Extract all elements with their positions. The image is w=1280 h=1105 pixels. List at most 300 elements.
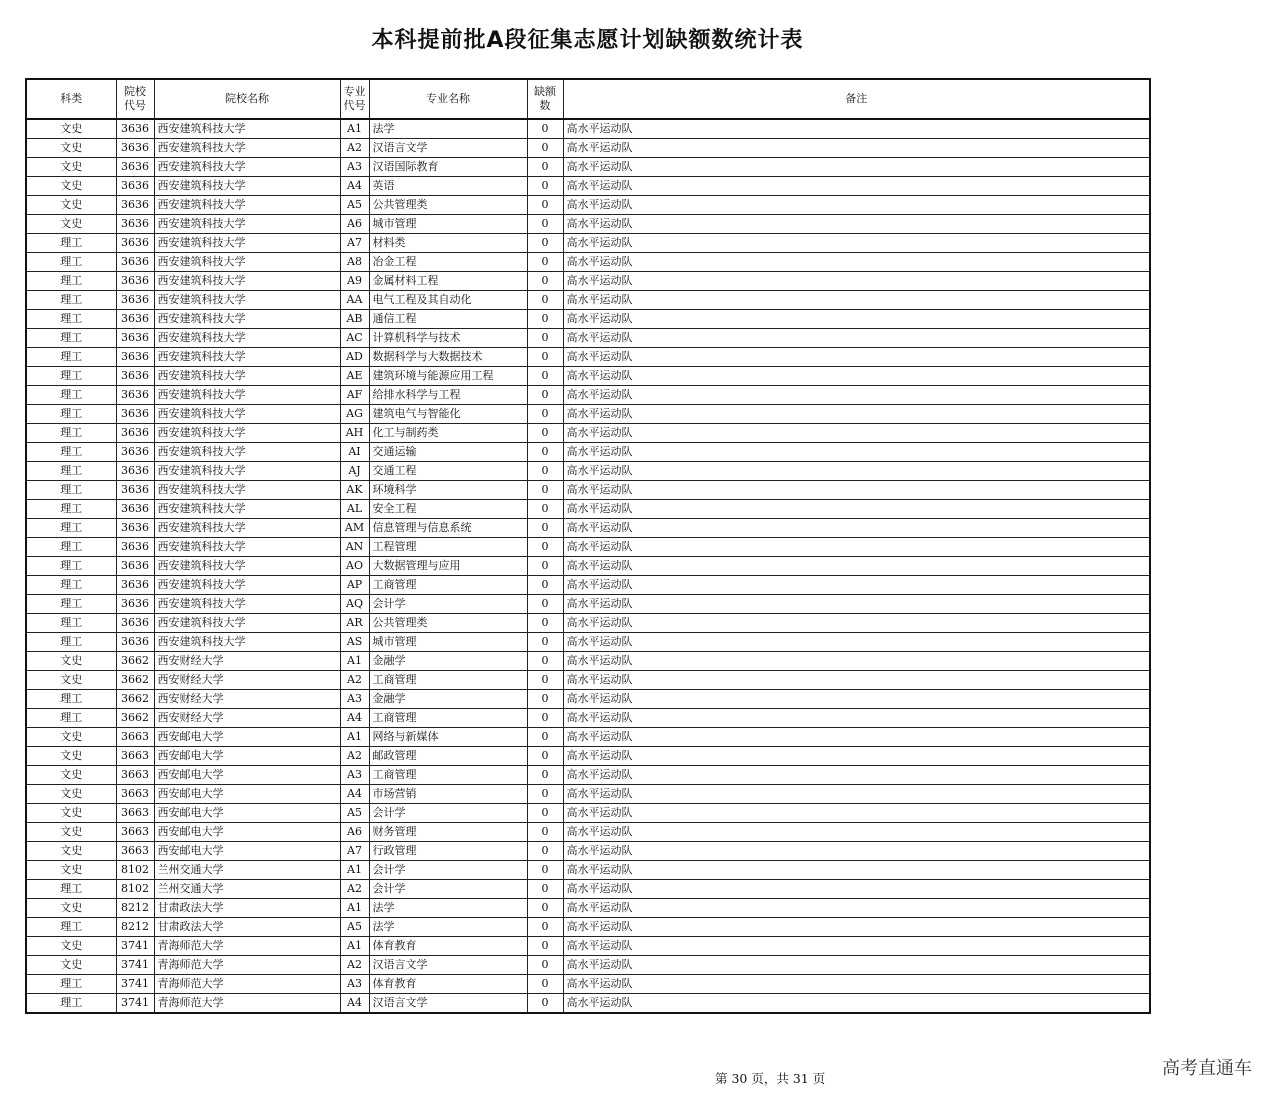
cell-vacancy: 0 bbox=[527, 329, 563, 348]
cell-note: 高水平运动队 bbox=[563, 462, 1150, 481]
cell-vacancy: 0 bbox=[527, 975, 563, 994]
cell-vacancy: 0 bbox=[527, 652, 563, 671]
table-row bbox=[26, 519, 1150, 538]
cell-note: 高水平运动队 bbox=[563, 215, 1150, 234]
cell-major-name: 法学 bbox=[369, 119, 527, 139]
cell-vacancy: 0 bbox=[527, 804, 563, 823]
header-category: 科类 bbox=[26, 79, 116, 119]
cell-vacancy: 0 bbox=[527, 937, 563, 956]
cell-school-code: 3636 bbox=[116, 576, 154, 595]
cell-school-code: 3636 bbox=[116, 367, 154, 386]
cell-school-code: 3663 bbox=[116, 804, 154, 823]
cell-vacancy: 0 bbox=[527, 823, 563, 842]
header-school-name: 院校名称 bbox=[154, 79, 340, 119]
table-body bbox=[26, 119, 1150, 1013]
cell-vacancy: 0 bbox=[527, 158, 563, 177]
cell-vacancy: 0 bbox=[527, 424, 563, 443]
cell-note: 高水平运动队 bbox=[563, 671, 1150, 690]
table-row bbox=[26, 310, 1150, 329]
cell-school-code: 3636 bbox=[116, 462, 154, 481]
cell-major-name: 通信工程 bbox=[369, 310, 527, 329]
cell-major-name: 会计学 bbox=[369, 804, 527, 823]
cell-category: 文史 bbox=[26, 728, 116, 747]
cell-major-code: A4 bbox=[340, 177, 369, 196]
cell-major-code: A1 bbox=[340, 728, 369, 747]
cell-major-name: 建筑电气与智能化 bbox=[369, 405, 527, 424]
cell-school-name: 西安建筑科技大学 bbox=[154, 481, 340, 500]
cell-major-code: AD bbox=[340, 348, 369, 367]
cell-major-name: 汉语言文学 bbox=[369, 139, 527, 158]
cell-category: 文史 bbox=[26, 196, 116, 215]
cell-note: 高水平运动队 bbox=[563, 614, 1150, 633]
cell-vacancy: 0 bbox=[527, 842, 563, 861]
cell-school-name: 西安邮电大学 bbox=[154, 804, 340, 823]
vacancy-table-container bbox=[25, 78, 1149, 1014]
cell-major-name: 英语 bbox=[369, 177, 527, 196]
cell-school-code: 3741 bbox=[116, 994, 154, 1014]
cell-major-name: 城市管理 bbox=[369, 633, 527, 652]
cell-school-name: 青海师范大学 bbox=[154, 975, 340, 994]
cell-major-code: A4 bbox=[340, 709, 369, 728]
cell-note: 高水平运动队 bbox=[563, 823, 1150, 842]
cell-category: 理工 bbox=[26, 386, 116, 405]
cell-note: 高水平运动队 bbox=[563, 329, 1150, 348]
cell-school-name: 青海师范大学 bbox=[154, 994, 340, 1014]
cell-major-code: A7 bbox=[340, 842, 369, 861]
cell-major-code: AC bbox=[340, 329, 369, 348]
cell-major-name: 工商管理 bbox=[369, 671, 527, 690]
cell-vacancy: 0 bbox=[527, 766, 563, 785]
cell-vacancy: 0 bbox=[527, 310, 563, 329]
cell-major-code: A2 bbox=[340, 747, 369, 766]
cell-note: 高水平运动队 bbox=[563, 348, 1150, 367]
cell-major-code: AM bbox=[340, 519, 369, 538]
cell-note: 高水平运动队 bbox=[563, 956, 1150, 975]
cell-school-code: 8212 bbox=[116, 899, 154, 918]
cell-vacancy: 0 bbox=[527, 253, 563, 272]
cell-category: 文史 bbox=[26, 215, 116, 234]
table-row bbox=[26, 766, 1150, 785]
cell-major-code: A6 bbox=[340, 823, 369, 842]
cell-major-code: AB bbox=[340, 310, 369, 329]
cell-vacancy: 0 bbox=[527, 272, 563, 291]
cell-school-code: 3636 bbox=[116, 310, 154, 329]
cell-vacancy: 0 bbox=[527, 728, 563, 747]
cell-category: 文史 bbox=[26, 804, 116, 823]
cell-major-code: A3 bbox=[340, 766, 369, 785]
cell-category: 文史 bbox=[26, 119, 116, 139]
cell-major-code: AK bbox=[340, 481, 369, 500]
cell-school-name: 西安建筑科技大学 bbox=[154, 329, 340, 348]
cell-major-name: 信息管理与信息系统 bbox=[369, 519, 527, 538]
cell-school-code: 3636 bbox=[116, 614, 154, 633]
cell-note: 高水平运动队 bbox=[563, 842, 1150, 861]
table-row bbox=[26, 386, 1150, 405]
cell-school-code: 3636 bbox=[116, 405, 154, 424]
cell-major-code: A5 bbox=[340, 804, 369, 823]
cell-vacancy: 0 bbox=[527, 443, 563, 462]
header-vacancy: 缺额数 bbox=[527, 79, 563, 119]
cell-vacancy: 0 bbox=[527, 386, 563, 405]
cell-school-code: 8212 bbox=[116, 918, 154, 937]
cell-school-name: 西安建筑科技大学 bbox=[154, 310, 340, 329]
cell-major-name: 体育教育 bbox=[369, 975, 527, 994]
cell-major-name: 汉语国际教育 bbox=[369, 158, 527, 177]
cell-major-name: 网络与新媒体 bbox=[369, 728, 527, 747]
cell-category: 文史 bbox=[26, 899, 116, 918]
cell-major-name: 化工与制药类 bbox=[369, 424, 527, 443]
table-row bbox=[26, 633, 1150, 652]
table-header-row bbox=[26, 79, 1150, 119]
table-row bbox=[26, 291, 1150, 310]
table-row bbox=[26, 367, 1150, 386]
cell-category: 理工 bbox=[26, 918, 116, 937]
table-row bbox=[26, 614, 1150, 633]
table-row bbox=[26, 158, 1150, 177]
table-row bbox=[26, 709, 1150, 728]
cell-category: 文史 bbox=[26, 823, 116, 842]
cell-major-name: 财务管理 bbox=[369, 823, 527, 842]
cell-major-code: AH bbox=[340, 424, 369, 443]
table-row bbox=[26, 671, 1150, 690]
cell-note: 高水平运动队 bbox=[563, 861, 1150, 880]
cell-school-code: 3636 bbox=[116, 386, 154, 405]
cell-note: 高水平运动队 bbox=[563, 728, 1150, 747]
cell-school-code: 3636 bbox=[116, 519, 154, 538]
table-row bbox=[26, 481, 1150, 500]
cell-category: 理工 bbox=[26, 443, 116, 462]
cell-major-name: 会计学 bbox=[369, 880, 527, 899]
cell-category: 理工 bbox=[26, 519, 116, 538]
cell-category: 文史 bbox=[26, 785, 116, 804]
cell-note: 高水平运动队 bbox=[563, 119, 1150, 139]
cell-category: 理工 bbox=[26, 291, 116, 310]
cell-category: 文史 bbox=[26, 766, 116, 785]
cell-major-name: 大数据管理与应用 bbox=[369, 557, 527, 576]
cell-school-code: 3741 bbox=[116, 937, 154, 956]
cell-category: 文史 bbox=[26, 177, 116, 196]
header-note: 备注 bbox=[563, 79, 1150, 119]
cell-vacancy: 0 bbox=[527, 880, 563, 899]
table-row bbox=[26, 785, 1150, 804]
cell-school-name: 甘肃政法大学 bbox=[154, 918, 340, 937]
cell-category: 理工 bbox=[26, 424, 116, 443]
cell-school-code: 3636 bbox=[116, 119, 154, 139]
cell-school-name: 西安邮电大学 bbox=[154, 766, 340, 785]
cell-school-code: 3662 bbox=[116, 709, 154, 728]
cell-note: 高水平运动队 bbox=[563, 291, 1150, 310]
cell-school-code: 3741 bbox=[116, 956, 154, 975]
cell-major-code: A4 bbox=[340, 785, 369, 804]
cell-major-code: A8 bbox=[340, 253, 369, 272]
cell-major-name: 法学 bbox=[369, 918, 527, 937]
table-row bbox=[26, 937, 1150, 956]
cell-school-name: 西安邮电大学 bbox=[154, 842, 340, 861]
cell-category: 理工 bbox=[26, 500, 116, 519]
cell-school-code: 3636 bbox=[116, 272, 154, 291]
header-school-code: 院校代号 bbox=[116, 79, 154, 119]
cell-category: 文史 bbox=[26, 842, 116, 861]
cell-school-code: 8102 bbox=[116, 880, 154, 899]
cell-vacancy: 0 bbox=[527, 557, 563, 576]
cell-vacancy: 0 bbox=[527, 747, 563, 766]
cell-note: 高水平运动队 bbox=[563, 975, 1150, 994]
cell-school-name: 西安建筑科技大学 bbox=[154, 595, 340, 614]
cell-category: 文史 bbox=[26, 747, 116, 766]
cell-vacancy: 0 bbox=[527, 918, 563, 937]
table-row bbox=[26, 994, 1150, 1014]
cell-school-code: 3663 bbox=[116, 766, 154, 785]
cell-school-code: 3636 bbox=[116, 424, 154, 443]
cell-major-name: 数据科学与大数据技术 bbox=[369, 348, 527, 367]
cell-major-name: 金融学 bbox=[369, 652, 527, 671]
cell-category: 理工 bbox=[26, 633, 116, 652]
cell-school-code: 3636 bbox=[116, 481, 154, 500]
cell-school-code: 3663 bbox=[116, 842, 154, 861]
cell-note: 高水平运动队 bbox=[563, 386, 1150, 405]
cell-major-name: 会计学 bbox=[369, 595, 527, 614]
cell-category: 文史 bbox=[26, 139, 116, 158]
cell-major-code: A4 bbox=[340, 994, 369, 1014]
table-row bbox=[26, 595, 1150, 614]
cell-category: 理工 bbox=[26, 310, 116, 329]
cell-major-code: AE bbox=[340, 367, 369, 386]
table-row bbox=[26, 880, 1150, 899]
cell-major-name: 安全工程 bbox=[369, 500, 527, 519]
cell-category: 文史 bbox=[26, 956, 116, 975]
cell-category: 理工 bbox=[26, 367, 116, 386]
cell-major-name: 工商管理 bbox=[369, 709, 527, 728]
cell-school-name: 西安建筑科技大学 bbox=[154, 234, 340, 253]
table-row bbox=[26, 462, 1150, 481]
cell-school-code: 3663 bbox=[116, 823, 154, 842]
cell-school-name: 兰州交通大学 bbox=[154, 880, 340, 899]
cell-major-name: 公共管理类 bbox=[369, 614, 527, 633]
cell-major-name: 会计学 bbox=[369, 861, 527, 880]
table-row bbox=[26, 842, 1150, 861]
cell-major-name: 计算机科学与技术 bbox=[369, 329, 527, 348]
cell-note: 高水平运动队 bbox=[563, 519, 1150, 538]
cell-category: 文史 bbox=[26, 158, 116, 177]
cell-school-code: 3663 bbox=[116, 785, 154, 804]
cell-note: 高水平运动队 bbox=[563, 405, 1150, 424]
cell-category: 理工 bbox=[26, 614, 116, 633]
cell-note: 高水平运动队 bbox=[563, 766, 1150, 785]
table-row bbox=[26, 139, 1150, 158]
cell-category: 理工 bbox=[26, 690, 116, 709]
cell-note: 高水平运动队 bbox=[563, 785, 1150, 804]
cell-major-code: A5 bbox=[340, 196, 369, 215]
cell-school-code: 3636 bbox=[116, 500, 154, 519]
cell-major-name: 城市管理 bbox=[369, 215, 527, 234]
cell-category: 理工 bbox=[26, 975, 116, 994]
cell-school-code: 3636 bbox=[116, 196, 154, 215]
cell-school-code: 3636 bbox=[116, 215, 154, 234]
cell-major-code: A7 bbox=[340, 234, 369, 253]
table-row bbox=[26, 956, 1150, 975]
cell-note: 高水平运动队 bbox=[563, 633, 1150, 652]
cell-note: 高水平运动队 bbox=[563, 899, 1150, 918]
cell-school-name: 西安建筑科技大学 bbox=[154, 557, 340, 576]
cell-major-code: A1 bbox=[340, 119, 369, 139]
cell-major-name: 邮政管理 bbox=[369, 747, 527, 766]
cell-major-name: 工商管理 bbox=[369, 766, 527, 785]
cell-major-name: 材料类 bbox=[369, 234, 527, 253]
cell-vacancy: 0 bbox=[527, 405, 563, 424]
cell-school-name: 西安建筑科技大学 bbox=[154, 139, 340, 158]
cell-school-code: 3636 bbox=[116, 595, 154, 614]
cell-category: 理工 bbox=[26, 576, 116, 595]
cell-vacancy: 0 bbox=[527, 367, 563, 386]
header-major-name: 专业名称 bbox=[369, 79, 527, 119]
table-row bbox=[26, 177, 1150, 196]
cell-school-name: 西安财经大学 bbox=[154, 709, 340, 728]
cell-major-code: AJ bbox=[340, 462, 369, 481]
cell-vacancy: 0 bbox=[527, 614, 563, 633]
cell-major-code: A1 bbox=[340, 652, 369, 671]
cell-school-name: 青海师范大学 bbox=[154, 956, 340, 975]
table-row bbox=[26, 272, 1150, 291]
table-row bbox=[26, 652, 1150, 671]
cell-major-name: 环境科学 bbox=[369, 481, 527, 500]
cell-school-code: 3662 bbox=[116, 671, 154, 690]
cell-category: 理工 bbox=[26, 329, 116, 348]
cell-school-name: 西安建筑科技大学 bbox=[154, 272, 340, 291]
cell-note: 高水平运动队 bbox=[563, 709, 1150, 728]
cell-school-code: 3662 bbox=[116, 652, 154, 671]
cell-school-code: 3636 bbox=[116, 253, 154, 272]
page-number: 第 30 页，共 31 页 bbox=[715, 1071, 826, 1086]
table-row bbox=[26, 918, 1150, 937]
cell-category: 理工 bbox=[26, 348, 116, 367]
table-row bbox=[26, 405, 1150, 424]
cell-vacancy: 0 bbox=[527, 481, 563, 500]
cell-school-code: 3636 bbox=[116, 443, 154, 462]
cell-note: 高水平运动队 bbox=[563, 994, 1150, 1014]
cell-vacancy: 0 bbox=[527, 785, 563, 804]
cell-vacancy: 0 bbox=[527, 500, 563, 519]
cell-major-name: 汉语言文学 bbox=[369, 956, 527, 975]
cell-major-name: 公共管理类 bbox=[369, 196, 527, 215]
cell-school-name: 西安建筑科技大学 bbox=[154, 614, 340, 633]
cell-category: 文史 bbox=[26, 671, 116, 690]
cell-school-name: 西安建筑科技大学 bbox=[154, 576, 340, 595]
cell-school-name: 西安财经大学 bbox=[154, 652, 340, 671]
table-row bbox=[26, 234, 1150, 253]
cell-major-name: 行政管理 bbox=[369, 842, 527, 861]
cell-school-name: 西安建筑科技大学 bbox=[154, 443, 340, 462]
cell-major-name: 交通工程 bbox=[369, 462, 527, 481]
table-row bbox=[26, 804, 1150, 823]
cell-school-name: 甘肃政法大学 bbox=[154, 899, 340, 918]
cell-school-code: 3636 bbox=[116, 557, 154, 576]
cell-major-code: AF bbox=[340, 386, 369, 405]
cell-school-code: 3636 bbox=[116, 177, 154, 196]
cell-school-name: 西安邮电大学 bbox=[154, 823, 340, 842]
table-row bbox=[26, 557, 1150, 576]
cell-category: 文史 bbox=[26, 861, 116, 880]
cell-note: 高水平运动队 bbox=[563, 139, 1150, 158]
cell-category: 理工 bbox=[26, 481, 116, 500]
cell-major-code: A3 bbox=[340, 158, 369, 177]
cell-school-code: 3636 bbox=[116, 538, 154, 557]
cell-school-name: 西安建筑科技大学 bbox=[154, 119, 340, 139]
cell-note: 高水平运动队 bbox=[563, 690, 1150, 709]
cell-school-code: 3636 bbox=[116, 633, 154, 652]
cell-note: 高水平运动队 bbox=[563, 538, 1150, 557]
cell-school-name: 西安建筑科技大学 bbox=[154, 386, 340, 405]
cell-school-name: 西安建筑科技大学 bbox=[154, 367, 340, 386]
cell-major-code: AN bbox=[340, 538, 369, 557]
cell-note: 高水平运动队 bbox=[563, 253, 1150, 272]
table-row bbox=[26, 690, 1150, 709]
cell-note: 高水平运动队 bbox=[563, 443, 1150, 462]
cell-major-code: A1 bbox=[340, 899, 369, 918]
table-row bbox=[26, 329, 1150, 348]
cell-note: 高水平运动队 bbox=[563, 481, 1150, 500]
cell-school-name: 西安建筑科技大学 bbox=[154, 348, 340, 367]
cell-major-code: AS bbox=[340, 633, 369, 652]
cell-major-code: A5 bbox=[340, 918, 369, 937]
cell-school-name: 西安邮电大学 bbox=[154, 728, 340, 747]
cell-major-name: 法学 bbox=[369, 899, 527, 918]
cell-major-name: 汉语言文学 bbox=[369, 994, 527, 1014]
cell-major-name: 工商管理 bbox=[369, 576, 527, 595]
cell-vacancy: 0 bbox=[527, 899, 563, 918]
cell-school-name: 西安邮电大学 bbox=[154, 785, 340, 804]
cell-note: 高水平运动队 bbox=[563, 177, 1150, 196]
table-row bbox=[26, 443, 1150, 462]
cell-category: 理工 bbox=[26, 253, 116, 272]
cell-major-code: A2 bbox=[340, 956, 369, 975]
cell-school-name: 西安建筑科技大学 bbox=[154, 291, 340, 310]
cell-school-code: 3636 bbox=[116, 158, 154, 177]
table-row bbox=[26, 215, 1150, 234]
cell-school-name: 西安建筑科技大学 bbox=[154, 633, 340, 652]
cell-note: 高水平运动队 bbox=[563, 937, 1150, 956]
cell-major-code: A1 bbox=[340, 937, 369, 956]
cell-major-code: A3 bbox=[340, 690, 369, 709]
cell-vacancy: 0 bbox=[527, 234, 563, 253]
cell-school-name: 西安建筑科技大学 bbox=[154, 196, 340, 215]
cell-school-name: 西安建筑科技大学 bbox=[154, 519, 340, 538]
cell-category: 文史 bbox=[26, 652, 116, 671]
cell-note: 高水平运动队 bbox=[563, 367, 1150, 386]
cell-category: 文史 bbox=[26, 937, 116, 956]
cell-school-name: 西安建筑科技大学 bbox=[154, 253, 340, 272]
cell-vacancy: 0 bbox=[527, 519, 563, 538]
cell-school-name: 西安建筑科技大学 bbox=[154, 405, 340, 424]
cell-note: 高水平运动队 bbox=[563, 918, 1150, 937]
cell-school-name: 西安建筑科技大学 bbox=[154, 158, 340, 177]
cell-vacancy: 0 bbox=[527, 956, 563, 975]
table-row bbox=[26, 728, 1150, 747]
cell-category: 理工 bbox=[26, 880, 116, 899]
cell-major-name: 建筑环境与能源应用工程 bbox=[369, 367, 527, 386]
cell-major-name: 电气工程及其自动化 bbox=[369, 291, 527, 310]
cell-note: 高水平运动队 bbox=[563, 310, 1150, 329]
cell-major-name: 金属材料工程 bbox=[369, 272, 527, 291]
cell-major-code: A2 bbox=[340, 139, 369, 158]
cell-category: 理工 bbox=[26, 557, 116, 576]
cell-school-name: 西安邮电大学 bbox=[154, 747, 340, 766]
cell-major-name: 给排水科学与工程 bbox=[369, 386, 527, 405]
cell-note: 高水平运动队 bbox=[563, 158, 1150, 177]
cell-note: 高水平运动队 bbox=[563, 424, 1150, 443]
cell-vacancy: 0 bbox=[527, 671, 563, 690]
table-row bbox=[26, 424, 1150, 443]
cell-note: 高水平运动队 bbox=[563, 880, 1150, 899]
